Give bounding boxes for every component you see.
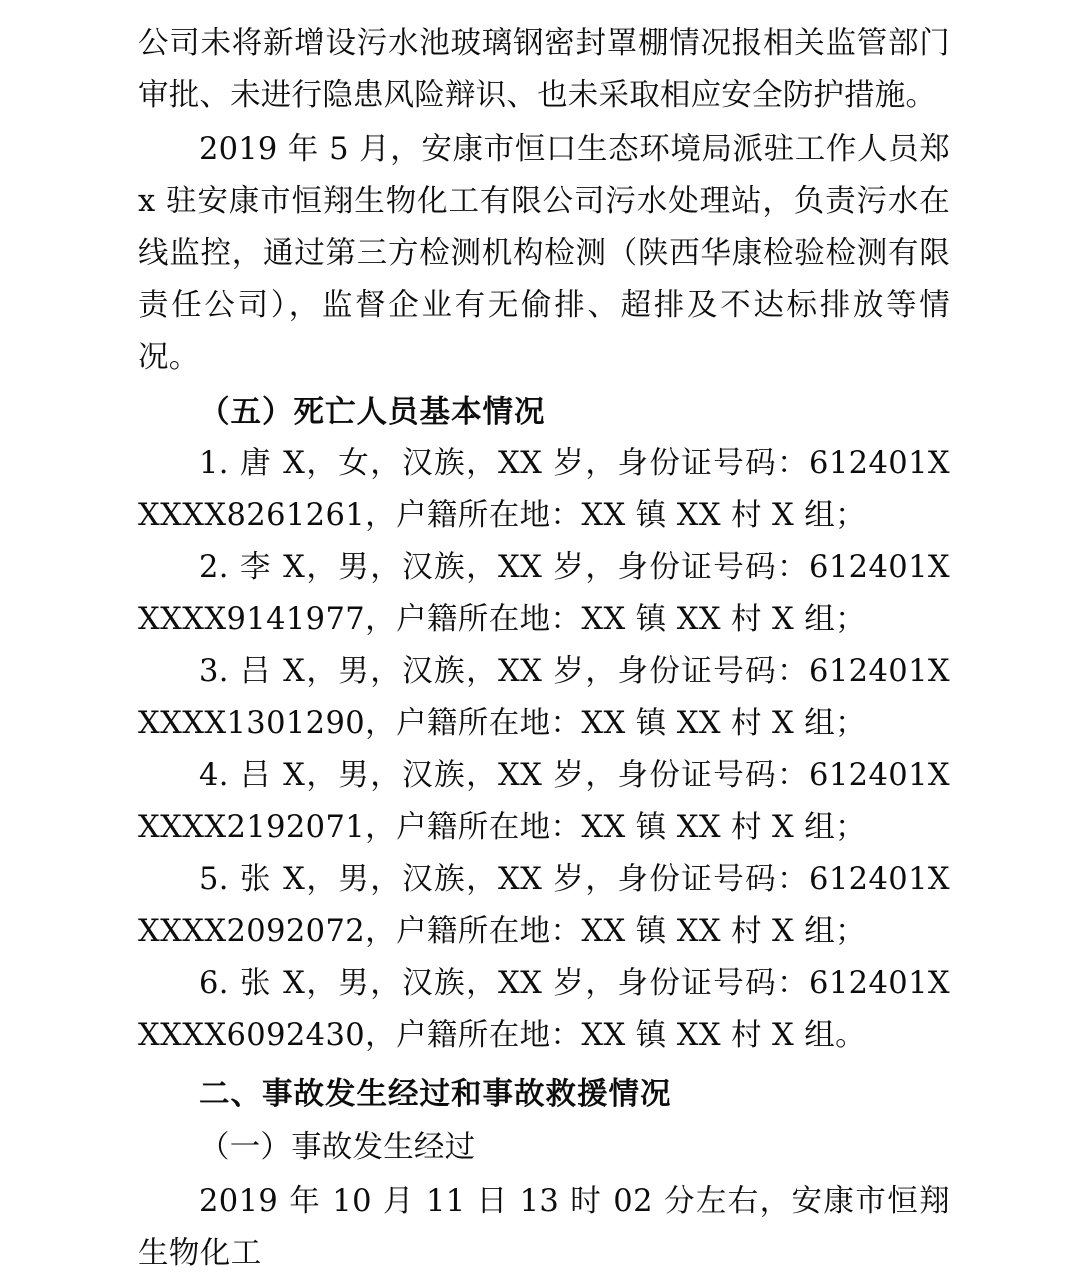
- paragraph-victim-2: 2. 李 X，男，汉族，XX 岁，身份证号码：612401XXXXX9141977，户籍所在地：XX 镇 XX 村 X 组；: [138, 550, 950, 637]
- heading-section-five: （五）死亡人员基本情况: [199, 394, 546, 430]
- heading-section-two: 二、事故发生经过和事故救援情况: [199, 1076, 672, 1112]
- document-text-column: [138, 18, 960, 1280]
- paragraph-victim-3: 3. 吕 X，男，汉族，XX 岁，身份证号码：612401XXXXX1301290，户籍所在地：XX 镇 XX 村 X 组；: [138, 654, 950, 741]
- paragraph-2019-05-station: 2019 年 5 月，安康市恒口生态环境局派驻工作人员郑 x 驻安康市恒翔生物化工有限公司污水处理站，负责污水在线监控，通过第三方检测机构检测（陕西华康检验检测有限责任公司），监督企业有无偷排、超排及不达标排放等情况。: [138, 132, 960, 375]
- paragraph-victim-4: 4. 吕 X，男，汉族，XX 岁，身份证号码：612401XXXXX2192071，户籍所在地：XX 镇 XX 村 X 组；: [138, 758, 950, 845]
- paragraph-accident-start: 2019 年 10 月 11 日 13 时 02 分左右，安康市恒翔生物化工: [138, 1184, 950, 1271]
- paragraph-victim-1: 1. 唐 X，女，汉族，XX 岁，身份证号码：612401XXXXX8261261，户籍所在地：XX 镇 XX 村 X 组；: [138, 446, 950, 533]
- paragraph-victim-5: 5. 张 X，男，汉族，XX 岁，身份证号码：612401XXXXX2092072，户籍所在地：XX 镇 XX 村 X 组；: [138, 862, 950, 949]
- paragraph-supervision-report: 公司未将新增设污水池玻璃钢密封罩棚情况报相关监管部门审批、未进行隐患风险辩识、也未采取相应安全防护措施。: [138, 26, 950, 113]
- paragraph-victim-6: 6. 张 X，男，汉族，XX 岁，身份证号码：612401XXXXX6092430，户籍所在地：XX 镇 XX 村 X 组。: [138, 966, 950, 1053]
- heading-subsection-one: （一）事故发生经过: [199, 1130, 476, 1165]
